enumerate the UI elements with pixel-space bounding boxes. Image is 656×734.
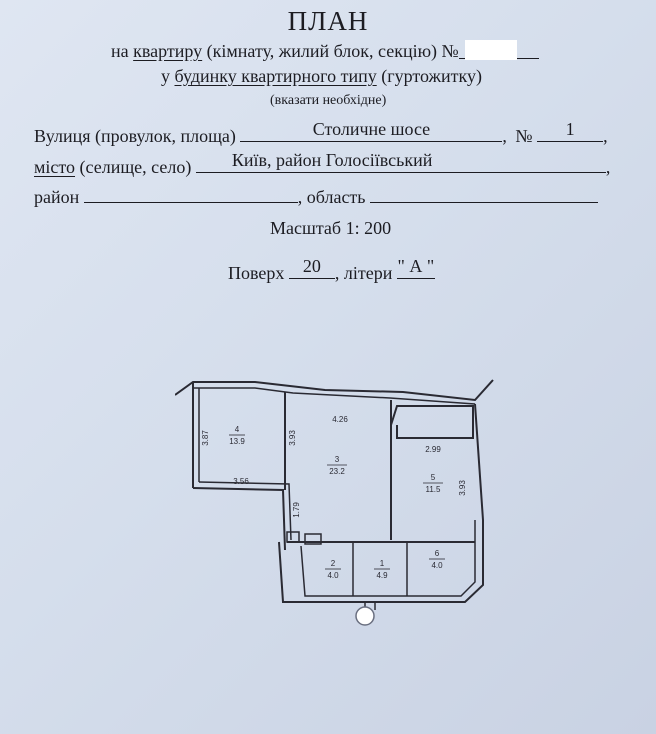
room-number: 2 (330, 559, 336, 568)
room-number: 3 (334, 455, 340, 464)
dimension-label: 3.87 (201, 430, 210, 446)
floor-field (289, 256, 335, 279)
compass-marker (356, 607, 374, 625)
dimension-label: 2.99 (425, 445, 441, 454)
number-label: № (515, 126, 533, 146)
dimension-label: 3.93 (458, 480, 467, 496)
floor-label: Поверх (228, 263, 285, 283)
building-prefix: у (161, 66, 170, 86)
region-field (370, 184, 598, 203)
left-notch (193, 488, 285, 550)
document-title: ПЛАН (287, 6, 369, 36)
hint-text: (вказати необхідне) (270, 93, 387, 108)
dimension-label: 3.56 (233, 477, 249, 486)
apartment-number-field (459, 40, 539, 59)
room-number: 1 (379, 559, 385, 568)
street-label: Вулиця (провулок, площа) (34, 126, 236, 146)
letter-field (397, 256, 435, 279)
dimension-label: 4.26 (332, 415, 348, 424)
room-number: 4 (234, 425, 240, 434)
room-number: 5 (430, 473, 436, 482)
room-area: 23.2 (329, 467, 345, 476)
room-area: 4.0 (431, 561, 443, 570)
balcony-right (391, 406, 473, 438)
comma: , (605, 157, 611, 177)
region-label: , область (297, 187, 366, 207)
district-label: район (34, 187, 80, 207)
street-value: Столичне шосе (312, 119, 431, 139)
subject-line (111, 40, 539, 62)
city-label: місто (34, 157, 76, 177)
redacted-box (465, 40, 517, 60)
street-field (240, 119, 502, 142)
dimension-label: 3.93 (288, 430, 297, 446)
district-line (34, 184, 598, 208)
outer-wall-top (175, 380, 493, 400)
city-field (196, 150, 606, 173)
comma: , (502, 126, 507, 146)
room-area: 4.0 (327, 571, 339, 580)
dimension-label: 1.79 (292, 502, 301, 518)
floor-plan (175, 370, 495, 630)
letter-value: " А " (397, 256, 435, 276)
number-field (537, 119, 603, 142)
subject-apartment: квартиру (133, 41, 203, 61)
subject-rest: (кімнату, жилий блок, секцію) № (206, 41, 459, 61)
scale-text: Масштаб 1: 200 (270, 218, 392, 238)
district-field (84, 184, 298, 203)
city-label-rest: (селище, село) (79, 157, 192, 177)
room-number: 6 (434, 549, 440, 558)
city-value: Київ, район Голосіївський (231, 150, 433, 170)
building-line (161, 66, 482, 87)
room-area: 4.9 (376, 571, 388, 580)
street-line (34, 119, 608, 147)
comma: , (603, 126, 608, 146)
bottom-wall-inner (301, 520, 475, 596)
building-type: будинку квартирного типу (174, 66, 377, 86)
floor-value: 20 (302, 256, 321, 276)
room-area: 13.9 (229, 437, 245, 446)
ventilation-shaft-2 (287, 532, 299, 542)
subject-prefix: на (111, 41, 129, 61)
city-line (34, 150, 611, 178)
letter-label: , літери (334, 263, 393, 283)
floor-line (228, 256, 435, 284)
room-area: 11.5 (425, 485, 441, 494)
number-value: 1 (565, 119, 575, 139)
building-rest: (гуртожитку) (381, 66, 482, 86)
